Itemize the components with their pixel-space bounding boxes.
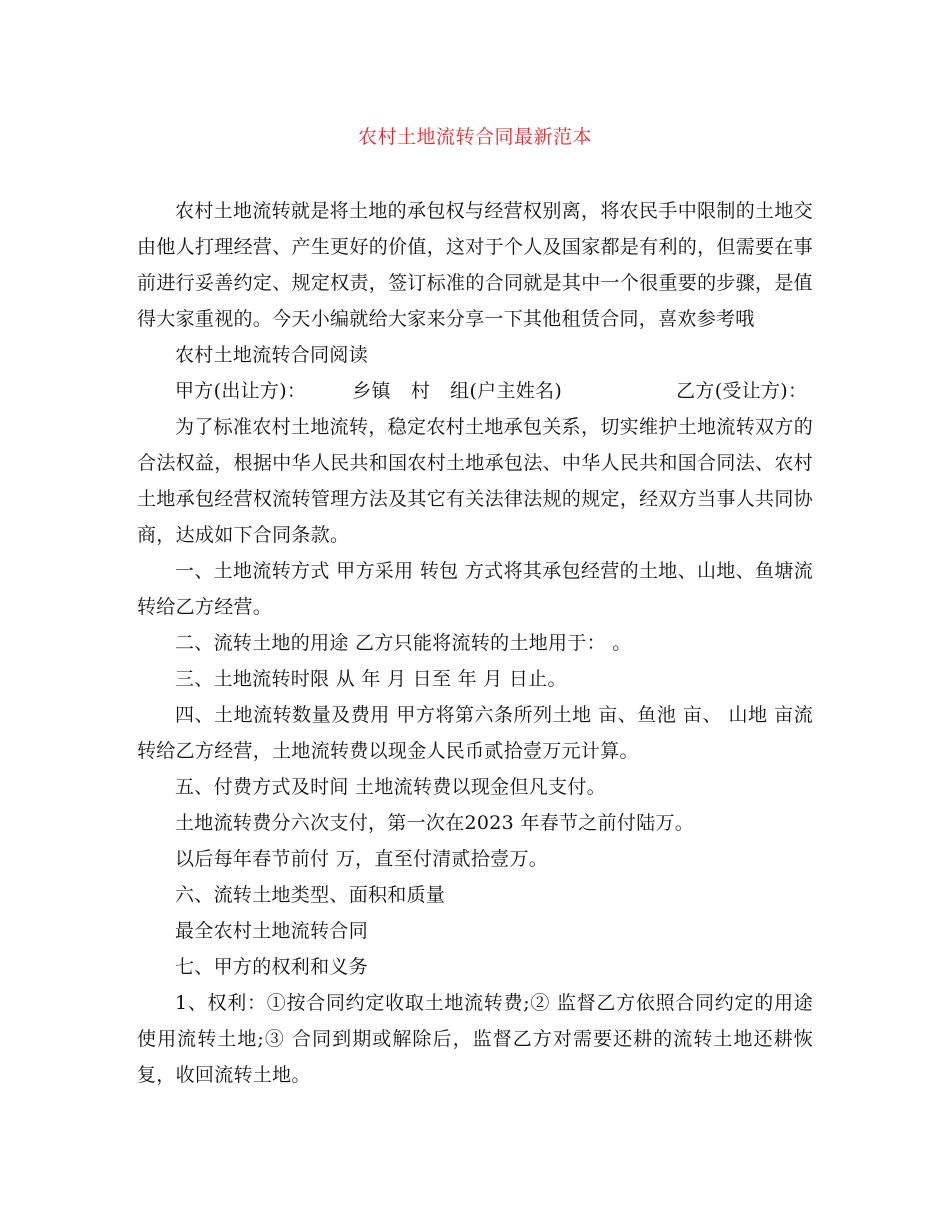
clause-7: 七、甲方的权利和义务 (175, 956, 369, 978)
document-body (137, 193, 813, 1093)
document-title: 农村土地流转合同最新范本 (357, 126, 592, 148)
payment-schedule: 土地流转费分六次支付，第一次在2023 年春节之前付陆万。 (175, 812, 695, 834)
payment-followup: 以后每年春节前付 万，直至付清贰拾壹万。 (175, 848, 549, 870)
clause-2: 二、流转土地的用途 乙方只能将流转的土地用于： 。 (175, 632, 632, 654)
village-label: 村 (410, 380, 431, 402)
contract-link-text: 最全农村土地流转合同 (175, 920, 369, 942)
party-a-label: 甲方(出让方)： (175, 380, 307, 402)
clause-4: 四、土地流转数量及费用 甲方将第六条所列土地 亩、鱼池 亩、 山地 亩流转给乙方经营，土地流转费以现金人民币贰拾壹万元计算。 (137, 704, 813, 762)
group-label: 组(户主姓名) (450, 380, 563, 402)
party-b-label: 乙方(受让方)： (676, 380, 808, 402)
rights-paragraph: 1、权利：①按合同约定收取土地流转费;② 监督乙方依照合同约定的用途使用流转土地;③ 合同到期或解除后，监督乙方对需要还耕的流转土地还耕恢复，收回流转土地。 (137, 992, 813, 1086)
party-line (137, 373, 813, 409)
clause-6: 六、流转土地类型、面积和质量 (175, 884, 446, 906)
clause-3: 三、土地流转时限 从 年 月 日至 年 月 日止。 (175, 668, 567, 690)
clause-5: 五、付费方式及时间 土地流转费以现金但凡支付。 (175, 776, 606, 798)
contract-subtitle: 农村土地流转合同阅读 (175, 344, 369, 366)
purpose-paragraph: 为了标准农村土地流转，稳定农村土地承包关系，切实维护土地流转双方的合法权益，根据中华人民共和国农村土地承包法、中华人民共和国合同法、农村土地承包经营权流转管理方法及其它有关法律法规的规定，经双方当事人共同协商，达成如下合同条款。 (137, 416, 813, 546)
township-label: 乡镇 (352, 380, 391, 402)
clause-1: 一、土地流转方式 甲方采用 转包 方式将其承包经营的土地、山地、鱼塘流转给乙方经营。 (137, 560, 813, 618)
intro-paragraph: 农村土地流转就是将土地的承包权与经营权别离，将农民手中限制的土地交由他人打理经营、产生更好的价值，这对于个人及国家都是有利的，但需要在事前进行妥善约定、规定权责，签订标准的合同就是其中一个很重要的步骤，是值得大家重视的。今天小编就给大家来分享一下其他租赁合同，喜欢参考哦 (137, 200, 813, 330)
